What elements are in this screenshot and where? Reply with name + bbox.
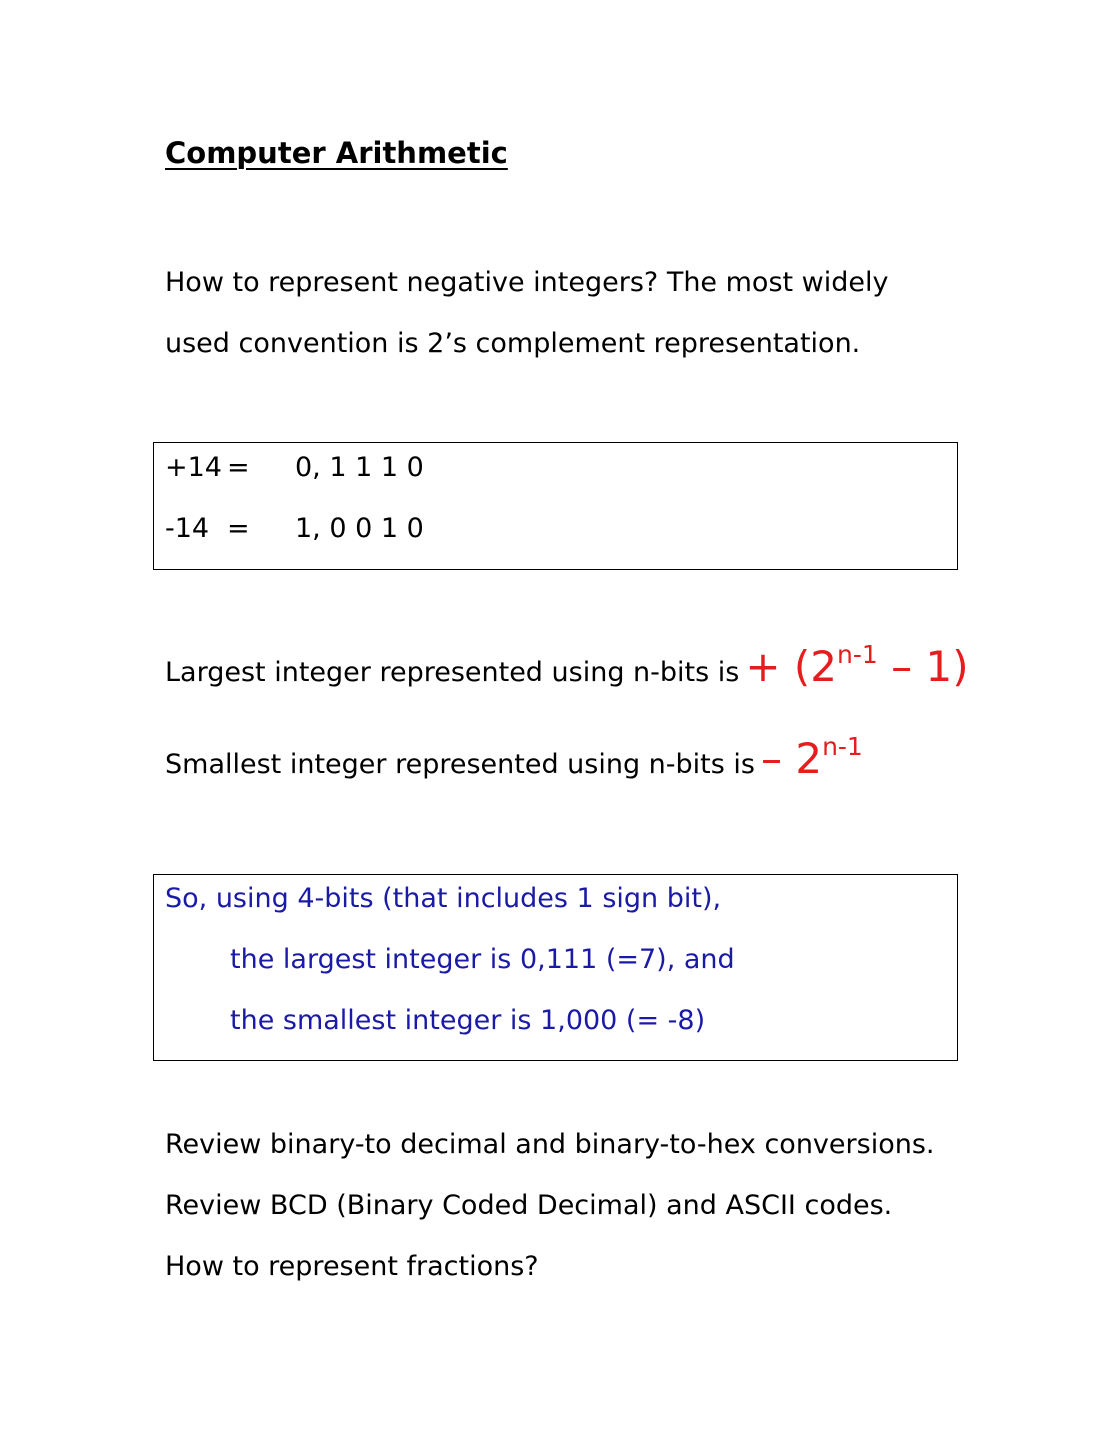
example-rhs: 0, 1 1 1 0 (295, 452, 424, 483)
four-bit-line-2: the largest integer is 0,111 (=7), and (230, 944, 735, 975)
example-rhs: 1, 0 0 1 0 (295, 513, 424, 544)
example-equals: = (227, 513, 250, 544)
intro-line-2: used convention is 2’s complement representation. (165, 328, 861, 359)
formula-exponent: n-1 (822, 732, 863, 761)
four-bit-line-1: So, using 4-bits (that includes 1 sign bit), (165, 883, 722, 914)
example-equals: = (227, 452, 250, 483)
four-bit-example-box (153, 874, 958, 1061)
twos-complement-example-box (153, 442, 958, 570)
intro-line-1: How to represent negative integers? The most widely (165, 267, 889, 298)
example-row-negative (165, 512, 424, 546)
example-lhs: +14 (165, 452, 222, 483)
smallest-integer-text: Smallest integer represented using n-bits is (165, 749, 755, 780)
largest-integer-text: Largest integer represented using n-bits is (165, 657, 740, 688)
formula-base: – 2 (760, 734, 823, 783)
review-line-1: Review binary-to decimal and binary-to-hex conversions. (165, 1129, 935, 1160)
largest-integer-formula (745, 642, 968, 691)
four-bit-line-3: the smallest integer is 1,000 (= -8) (230, 1005, 706, 1036)
smallest-integer-formula (761, 734, 863, 783)
formula-suffix: – 1) (891, 642, 969, 691)
review-line-2: Review BCD (Binary Coded Decimal) and ASCII codes. (165, 1190, 893, 1221)
formula-base: + (2 (745, 642, 837, 691)
smallest-integer-line (165, 732, 863, 783)
example-lhs: -14 (165, 513, 210, 544)
formula-exponent: n-1 (837, 640, 878, 669)
largest-integer-line (165, 640, 969, 691)
review-line-3: How to represent fractions? (165, 1251, 539, 1282)
example-row-positive (165, 451, 424, 485)
page-title: Computer Arithmetic (165, 136, 508, 170)
